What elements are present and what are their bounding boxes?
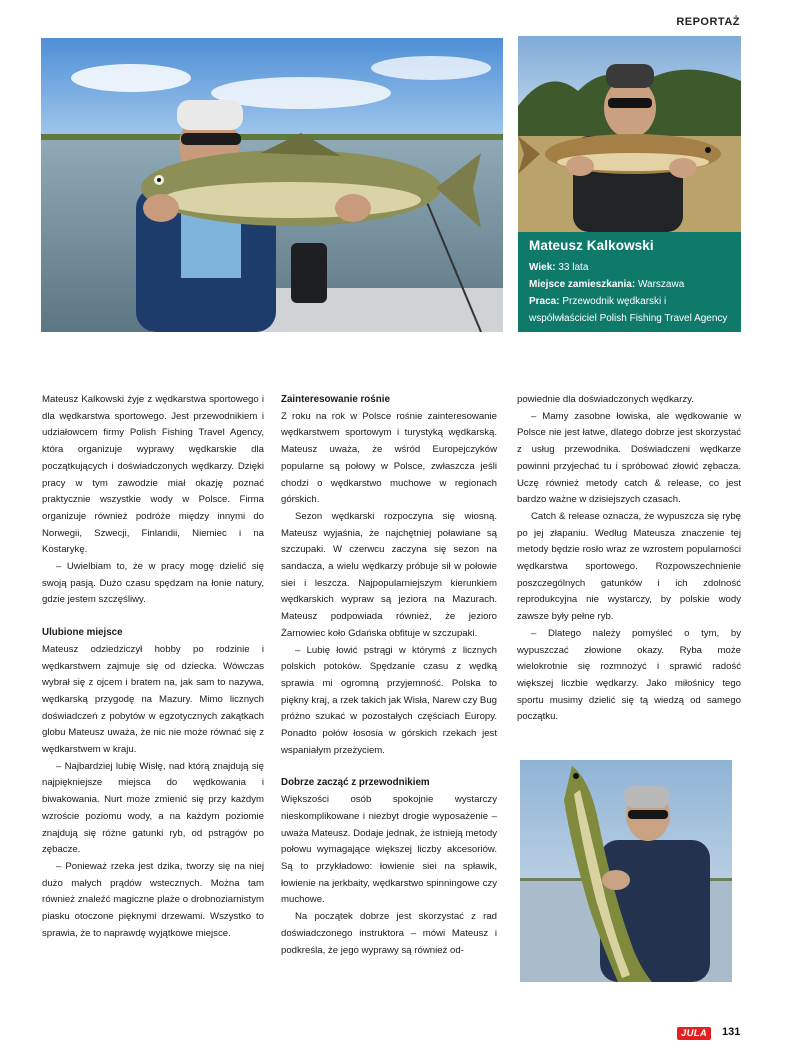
article-column-2 (281, 392, 497, 959)
pike-photo (520, 760, 732, 982)
article-column-3 (517, 392, 741, 726)
portrait-photo (518, 36, 741, 232)
profile-job-label: Praca: (529, 296, 560, 307)
profile-name: Mateusz Kalkowski (529, 238, 654, 253)
page-number: 131 (722, 1026, 741, 1038)
paragraph: Sezon wędkarski rozpoczyna się wiosną. Mateusz wyjaśnia, że najchętniej poławiane są szczupaki. W czerwcu zaczyna się sezon na sandacza, a wielu wędkarzy próbuje sił w połowie siei i leszcza. Najpopularniejszym kierunkiem wędkarskich wypraw są jeziora na Mazurach. Mateusz podpowiada również, że jezioro Żarnowiec koło Gdańska obfituje w szczupaki. (281, 510, 497, 639)
profile-job-value: Przewodnik wędkarski i współwłaściciel Polish Fishing Travel Agency (529, 296, 728, 324)
subheading-start-with-guide: Dobrze zacząć z przewodnikiem (281, 777, 430, 789)
profile-residence (529, 276, 731, 293)
profile-age (529, 259, 731, 276)
article-column-1 (42, 392, 264, 943)
paragraph: – Lubię łowić pstrągi w którymś z licznych polskich potoków. Spędzanie czasu z wędką sprawia mi ogromną przyjemność. Polska to piękny kraj, a rzek takich jak Wisła, Narew czy Bug próżno szukać w pozostałych częściach Europy. Ponadto połów łososia w górskich rzekach jest wspaniałym przeżyciem. (281, 644, 497, 756)
jula-logo: JULA (677, 1027, 711, 1040)
section-label: REPORTAŻ (676, 16, 740, 28)
paragraph: Większości osób spokojnie wystarczy nieskomplikowane i niezbyt drogie wyposażenie – uważa Mateusz. Dodaje jednak, że istnieją metody połowu wymagające większej liczby akcesoriów. Są to przykładowo: łowienie siei na spławik, łowienie na jerkbaity, wędkarstwo spinningowe czy muchowe. (281, 794, 497, 906)
subheading-growing-interest: Zainteresowanie rośnie (281, 394, 390, 405)
paragraph: – Dlatego należy pomyśleć o tym, by wypuszczać złowione okazy. Ryba może wielokrotnie się rozmnożyć i sprawić radość większej liczbie wędkarzy. Jako miłośnicy tego sportu musimy dzielić się tą wiedzą od samego początku. (517, 627, 741, 723)
profile-age-value: 33 lata (555, 262, 589, 273)
paragraph: – Ponieważ rzeka jest dzika, tworzy się na niej dużo małych prądów wstecznych. Można tam również znaleźć magiczne plaże o drobnoziarnistym piasku otoczone pięknymi drzewami. Wszystko to sprawia, że to naprawdę wyjątkowe miejsce. (42, 860, 264, 939)
profile-box (518, 232, 741, 332)
subheading-favorite-place: Ulubione miejsce (42, 627, 123, 639)
profile-residence-value: Warszawa (635, 279, 685, 290)
paragraph: Na początek dobrze jest skorzystać z rad doświadczonego instruktora – mówi Mateusz i podkreśla, że jego wyprawy są również od- (281, 911, 497, 956)
paragraph: powiednie dla doświadczonych wędkarzy. (517, 394, 694, 405)
paragraph: – Mamy zasobne łowiska, ale wędkowanie w Polsce nie jest łatwe, dlatego dobrze jest skorzystać z usług przewodnika. Doświadczeni wędkarze powinni przyjechać tu i spróbować złowić zębacza. Uczę również metody catch & release, co jest bardzo ważne w dzisiejszych czasach. (517, 410, 741, 506)
paragraph: – Najbardziej lubię Wisłę, nad którą znajdują się najpiękniejsze miejsca do wędkowania i biwakowania. Nurt może zmienić się przy każdym wzroście poziomu wody, a na każdym poziomie znajdują się różne gatunki ryb, od pstrągów po zębacze. (42, 760, 264, 856)
paragraph: Mateusz odziedziczył hobby po rodzinie i wędkarstwem zajmuje się od dziecka. Wówczas wybrał się z ojcem i bratem na, jak sam to nazywa, wędkarską przygodę na Mazury. Mimo licznych doświadczeń z pobytów w egzotycznych zakątkach globu Mateusz uważa, że nic nie może równać się z wędkarstwem w kraju. (42, 643, 264, 756)
profile-job (529, 293, 731, 327)
paragraph: Catch & release oznacza, że wypuszcza się rybę po jej złapaniu. Według Mateusza znaczenie tej metody będzie rosło wraz ze wzrostem popularności wędkarstwa sportowego. Rozpowszechnienie poszczególnych gatunków i ich zdolność reprodukcyjna nie wystarczy, by polskie wody zawsze były pełne ryb. (517, 510, 741, 623)
main-photo (41, 38, 503, 332)
paragraph: – Uwielbiam to, że w pracy mogę dzielić się swoją pasją. Dużo czasu spędzam na łonie natury, gdzie jestem szczęśliwy. (42, 561, 264, 606)
profile-residence-label: Miejsce zamieszkania: (529, 279, 636, 290)
paragraph: Mateusz Kalkowski żyje z wędkarstwa sportowego i dla wędkarstwa sportowego. Jest przewodnikiem i udziałowcem firmy Polish Fishing Travel Agency, która organizuje wyprawy wędkarskie dla początkujących i doświadczonych wędkarzy. Dzięki pracy w tym zawodzie miał okazję poznać praktycznie wszystkie wody w Polsce. Firma organizuje również podróże między innymi do Norwegii, Szwecji, Finlandii, Niemiec i na Kostarykę. (42, 394, 264, 556)
paragraph: Z roku na rok w Polsce rośnie zainteresowanie wędkarstwem sportowym i turystyką wędkarską. Mateusz uważa, że wśród Europejczyków popularne są połowy w Polsce, zwłaszcza jeśli chodzi o wędkarstwo muchowe w regionach górskich. (281, 410, 497, 506)
profile-age-label: Wiek: (529, 262, 556, 273)
